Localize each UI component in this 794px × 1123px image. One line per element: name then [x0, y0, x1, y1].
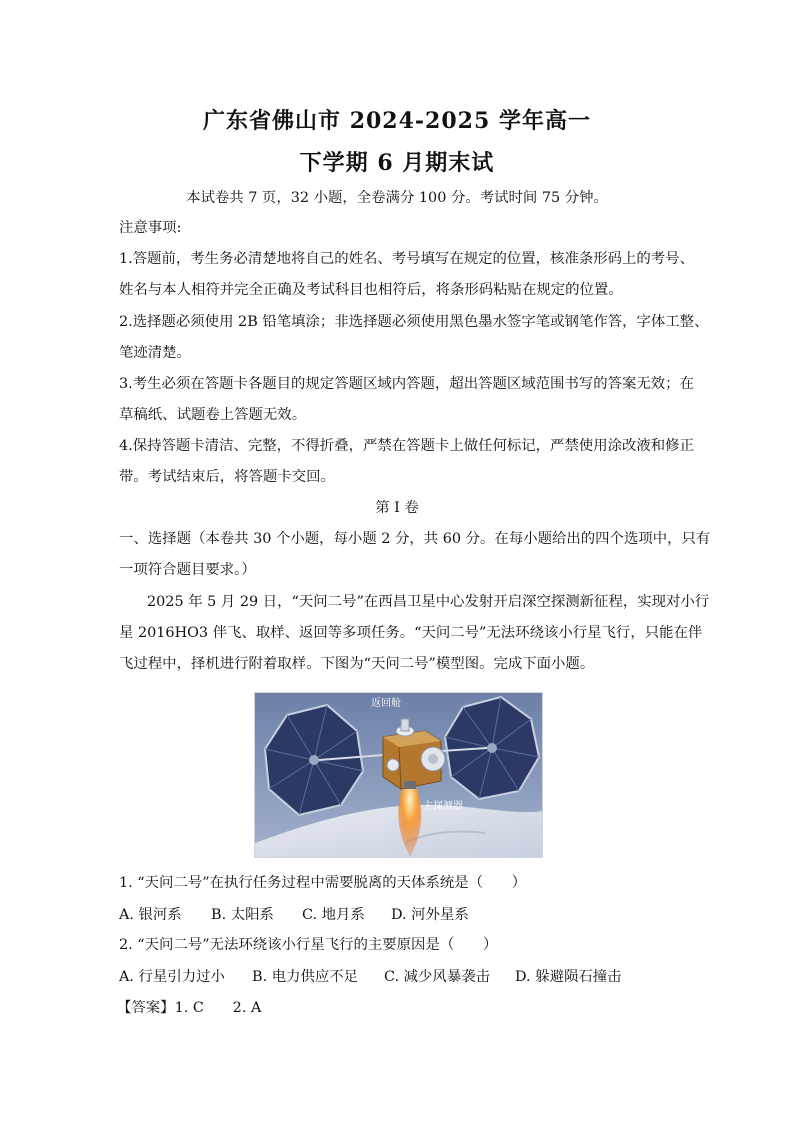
q2-option-a[interactable]: A. 行星引力过小: [119, 969, 225, 985]
notes-heading: 注意事项:: [119, 220, 182, 236]
spacecraft-illustration: [255, 693, 542, 857]
part1-instruction: 一、选择题（本卷共 30 个小题，每小题 2 分，共 60 分。在每小题给出的四个选项中，只有: [119, 531, 711, 547]
note-line: 3.考生必须在答题卡各题目的规定答题区域内答题，超出答题区域范围书写的答案无效；在: [119, 376, 694, 392]
q2-option-b[interactable]: B. 电力供应不足: [252, 969, 359, 985]
q2-option-c[interactable]: C. 减少风暴袭击: [384, 969, 490, 985]
passage-line: 2025 年 5 月 29 日，“天问二号”在西昌卫星中心发射开启深空探测新征程，实现对小行: [147, 594, 710, 610]
q1-option-b[interactable]: B. 太阳系: [211, 907, 274, 923]
tianwen2-model-figure: [254, 692, 543, 858]
note-line: 1.答题前，考生务必清楚地将自己的姓名、考号填写在规定的位置，核准条形码上的考号、: [119, 251, 694, 267]
part1-instruction: 一项符合题目要求。）: [119, 562, 256, 578]
passage-line: 星 2016HO3 伴飞、取样、返回等多项任务。“天问二号”无法环绕该小行星飞行，只能在伴: [119, 625, 703, 641]
note-line: 4.保持答题卡清洁、完整，不得折叠，严禁在答题卡上做任何标记，严禁使用涂改液和修正: [119, 438, 694, 454]
q1-option-d[interactable]: D. 河外星系: [391, 907, 469, 923]
q1-option-c[interactable]: C. 地月系: [302, 907, 365, 923]
q2-option-d[interactable]: D. 躲避陨石撞击: [515, 969, 622, 985]
answer-line: 【答案】1. C 2. A: [117, 1000, 262, 1016]
label-main-probe: 主探测器: [423, 801, 463, 812]
question-2-stem: 2. “天问二号”无法环绕该小行星飞行的主要原因是（ ）: [119, 937, 498, 953]
label-return-capsule: 返回舱: [371, 698, 401, 709]
question-2-options: [119, 968, 689, 986]
question-1-stem: 1. “天问二号”在执行任务过程中需要脱离的天体系统是（ ）: [119, 875, 527, 891]
note-line: 笔迹清楚。: [119, 345, 191, 361]
question-1-options: [119, 906, 689, 924]
exam-info: 本试卷共 7 页，32 小题，全卷满分 100 分。考试时间 75 分钟。: [186, 190, 608, 206]
note-line: 带。考试结束后，将答题卡交回。: [119, 469, 335, 485]
passage-line: 飞过程中，择机进行附着取样。下图为“天问二号”模型图。完成下面小题。: [119, 656, 595, 672]
section-title: 第 I 卷: [375, 500, 419, 516]
exam-title-line2: 下学期 6 月期末试: [299, 150, 495, 176]
note-line: 2.选择题必须使用 2B 铅笔填涂；非选择题必须使用黑色墨水签字笔或钢笔作答，字体工整、: [119, 314, 709, 330]
note-line: 草稿纸、试题卷上答题无效。: [119, 407, 307, 423]
q1-option-a[interactable]: A. 银河系: [119, 907, 182, 923]
note-line: 姓名与本人相符并完全正确及考试科目也相符后，将条形码粘贴在规定的位置。: [119, 282, 623, 298]
exam-title-line1: 广东省佛山市 2024-2025 学年高一: [203, 108, 591, 134]
